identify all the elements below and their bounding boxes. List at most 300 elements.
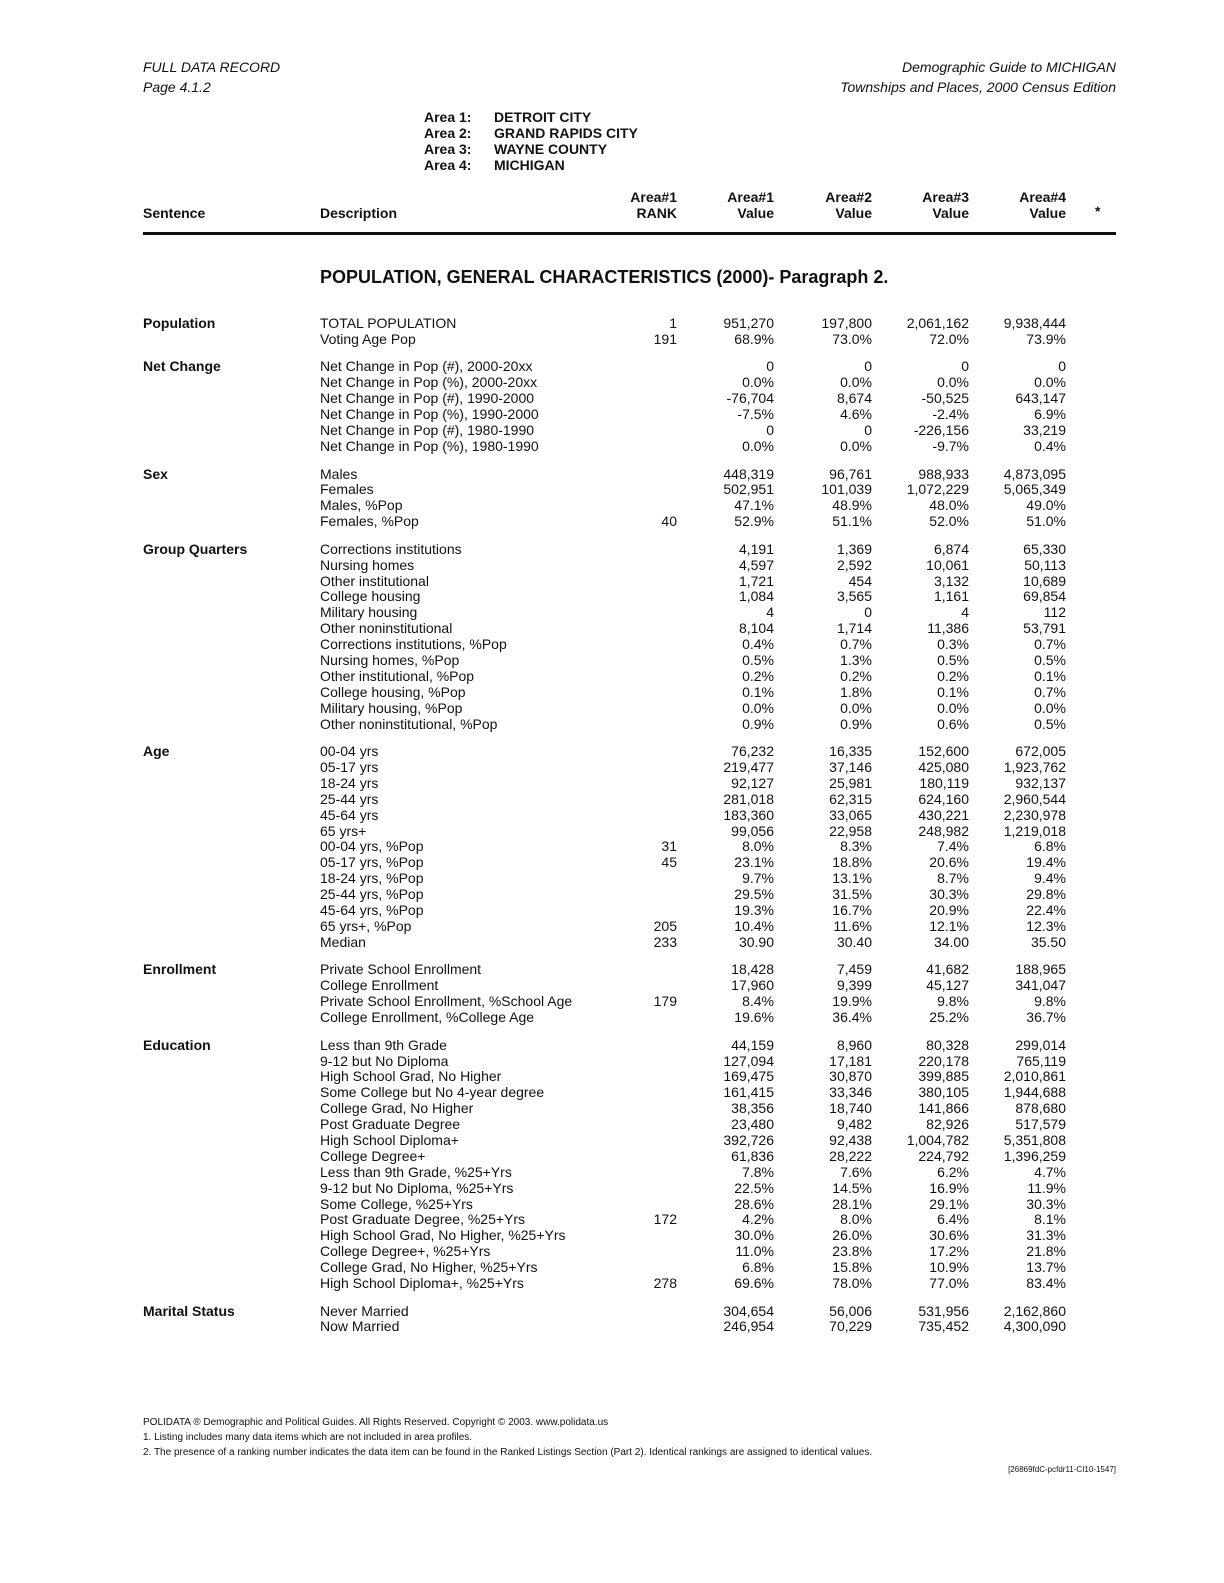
row-rank: 233 [653,933,677,950]
table-row [0,332,1224,348]
sentence-label: Education [143,1036,211,1053]
area2-value: 18.8% [832,854,872,871]
area1-value: 0.5% [742,651,774,668]
area1-value: 0.0% [742,374,774,391]
table-row [0,1197,1224,1213]
area4-value: 13.7% [1026,1259,1066,1276]
area4-value: 5,065,349 [1003,481,1066,498]
a3-header-1: Area#3 [922,189,969,205]
area4-value: 49.0% [1026,497,1066,514]
document-code: [26869fdC-pcfdr11-CI10-1547] [1008,1465,1116,1474]
area4-value: 517,579 [1015,1116,1066,1133]
row-description: College housing [320,588,421,605]
a3-header-2: Value [932,205,969,221]
row-description: 9-12 but No Diploma [320,1052,449,1069]
area4-value: 9.4% [1034,870,1066,887]
area1-value: 9.7% [742,870,774,887]
area2-value: 9,399 [836,977,872,994]
area4-value: 878,680 [1015,1100,1066,1117]
area4-value: 643,147 [1015,390,1066,407]
table-row [0,855,1224,871]
area2-value: 37,146 [829,759,872,776]
area4-value: 31.3% [1026,1227,1066,1244]
row-group [0,359,1224,454]
sentence-label: Sex [143,465,168,482]
table-row [0,498,1224,514]
area2-value: 0.7% [840,636,872,653]
area1-value: 1,084 [738,588,774,605]
area1-value: 52.9% [734,513,774,530]
sentence-label: Net Change [143,358,221,375]
area3-value: 20.9% [929,902,969,919]
table-row [0,887,1224,903]
area3-value: 2,061,162 [906,315,969,331]
area2-value: 0 [864,422,872,439]
area1-value: 68.9% [734,330,774,347]
area3-value: 6.4% [937,1211,969,1228]
rank-header-1: Area#1 [630,189,677,205]
area4-value: 19.4% [1026,854,1066,871]
row-rank: 191 [653,330,677,347]
area2-value: 101,039 [821,481,872,498]
area2-value: 33,065 [829,806,872,823]
area4-value: 1,923,762 [1003,759,1066,776]
area4-value: 36.7% [1026,1009,1066,1026]
area3-value: 82,926 [926,1116,969,1133]
area1-value: 4,597 [738,556,774,573]
area3-value: 0.5% [937,651,969,668]
table-row [0,423,1224,439]
data-table [0,316,1224,1335]
table-row [0,375,1224,391]
row-description: Nursing homes, %Pop [320,651,460,668]
area2-value: 14.5% [832,1179,872,1196]
row-description: College Enrollment [320,977,439,994]
area2-value: 1,714 [836,620,872,637]
area2-value: 2,592 [836,556,872,573]
row-description: 18-24 yrs, %Pop [320,870,424,887]
area2-value: 3,565 [836,588,872,605]
area3-value: 12.1% [929,917,969,934]
area3-value: 30.3% [929,886,969,903]
area3-value: 0.0% [937,374,969,391]
area1-value: 18,428 [731,961,774,978]
table-row [0,1101,1224,1117]
table-row [0,839,1224,855]
area3-value: 52.0% [929,513,969,530]
row-rank: 40 [661,513,677,530]
rank-header-2: RANK [636,205,677,221]
page-number: Page 4.1.2 [143,79,211,95]
area4-value: 6.9% [1034,406,1066,423]
area1-value: 127,094 [723,1052,774,1069]
area4-value: 35.50 [1030,933,1066,950]
row-description: 65 yrs+, %Pop [320,917,412,934]
table-row [0,1260,1224,1276]
area4-value: 341,047 [1015,977,1066,994]
area3-value: 380,105 [918,1084,969,1101]
area3-value: 399,885 [918,1068,969,1085]
row-description: College Grad, No Higher [320,1100,474,1117]
area4-value: 4,300,090 [1003,1318,1066,1335]
area3-value: 16.9% [929,1179,969,1196]
area1-value: 10.4% [734,917,774,934]
area4-value: 2,162,860 [1003,1302,1066,1319]
table-row [0,605,1224,621]
table-row [0,558,1224,574]
area4-value: 765,119 [1016,1052,1066,1069]
area2-value: 26.0% [832,1227,872,1244]
row-description: 18-24 yrs [320,774,379,791]
area2-value: 0.9% [840,715,872,732]
area1-value: 281,018 [723,790,774,807]
area3-value: 531,956 [918,1302,969,1319]
row-description: High School Diploma+ [320,1131,459,1148]
table-row [0,935,1224,951]
area2-value: 8,674 [836,390,872,407]
table-row [0,792,1224,808]
table-row [0,653,1224,669]
area1-value: 23,480 [731,1116,774,1133]
area4-value: 9.8% [1034,993,1066,1010]
area1-value: 161,415 [723,1084,774,1101]
area3-value: 80,328 [926,1036,969,1053]
row-description: Some College but No 4-year degree [320,1084,545,1101]
row-description: Now Married [320,1318,400,1335]
table-row [0,1228,1224,1244]
area3-value: 141,866 [918,1100,969,1117]
area2-value: 7,459 [836,961,872,978]
area-row: Area 2: GRAND RAPIDS CITY [424,125,638,141]
area1-value: 6.8% [742,1259,774,1276]
row-description: High School Grad, No Higher [320,1068,502,1085]
area3-value: 248,982 [918,822,969,839]
table-row [0,391,1224,407]
area4-value: 8.1% [1034,1211,1066,1228]
area1-value: 304,654 [723,1302,774,1319]
area2-value: 36.4% [832,1009,872,1026]
area4-value: 5,351,808 [1003,1131,1066,1148]
area1-value: 448,319 [723,465,774,482]
area3-value: 34.00 [933,933,969,950]
area2-value: 28,222 [829,1147,872,1164]
area3-value: 3,132 [933,572,969,589]
area1-value: 47.1% [734,497,774,514]
area3-value: 72.0% [929,330,969,347]
sentence-label: Group Quarters [143,540,248,557]
area2-value: 8.0% [840,1211,872,1228]
row-description: Net Change in Pop (%), 1980-1990 [320,437,539,454]
row-description: TOTAL POPULATION [320,315,457,331]
area3-value: 9.8% [937,993,969,1010]
table-row [0,467,1224,483]
area3-value: 6,874 [933,540,969,557]
area2-value: 73.0% [832,330,872,347]
table-row [0,621,1224,637]
note-star: * [1095,203,1101,219]
area2-value: 62,315 [829,790,872,807]
area3-value: 0 [961,358,969,375]
area1-value: 4.2% [742,1211,774,1228]
area4-value: 10,689 [1023,572,1066,589]
table-row [0,637,1224,653]
area3-value: 0.0% [937,699,969,716]
row-group [0,467,1224,531]
row-description: 9-12 but No Diploma, %25+Yrs [320,1179,514,1196]
area2-value: 0 [864,604,872,621]
row-description: Females, %Pop [320,513,419,530]
area4-value: 0.7% [1034,683,1066,700]
area1-value: 8.0% [742,838,774,855]
area4-value: 0.1% [1034,667,1066,684]
a1-header-2: Value [737,205,774,221]
row-description: College housing, %Pop [320,683,466,700]
area1-value: 11.0% [735,1243,774,1260]
table-row [0,701,1224,717]
row-group [0,1038,1224,1292]
row-description: Net Change in Pop (%), 2000-20xx [320,374,538,391]
area4-value: 932,137 [1015,774,1066,791]
row-description: Less than 9th Grade [320,1036,447,1053]
area4-value: 4,873,095 [1003,465,1066,482]
table-row [0,1010,1224,1026]
area3-value: 0.3% [937,636,969,653]
area3-value: 220,178 [918,1052,969,1069]
area3-value: 48.0% [929,497,969,514]
table-row [0,871,1224,887]
table-row [0,685,1224,701]
row-description: Nursing homes [320,556,415,573]
table-row [0,824,1224,840]
area2-value: 70,229 [829,1318,872,1335]
row-group [0,542,1224,733]
area2-value: 0.2% [840,667,872,684]
area1-value: 169,475 [723,1068,774,1085]
area4-value: 0.5% [1034,651,1066,668]
area3-value: 17.2% [929,1243,969,1260]
area2-value: 17,181 [829,1052,872,1069]
table-row [0,574,1224,590]
row-description: Military housing [320,604,418,621]
area4-value: 0.7% [1034,636,1066,653]
section-title: POPULATION, GENERAL CHARACTERISTICS (2000)- Paragraph 2. [320,267,889,287]
area2-value: 4.6% [840,406,872,423]
row-description: Other institutional, %Pop [320,667,475,684]
row-description: Never Married [320,1302,409,1319]
table-row [0,919,1224,935]
area3-value: 11,386 [927,620,969,637]
area1-value: 29.5% [734,886,774,903]
area1-value: 183,360 [723,806,774,823]
area-list [424,109,638,173]
area4-value: 1,219,018 [1003,822,1066,839]
area1-value: 0 [766,422,774,439]
row-description: Corrections institutions, %Pop [320,636,507,653]
area2-value: 0.0% [840,437,872,454]
area3-value: 10,061 [926,556,969,573]
row-description: Post Graduate Degree, %25+Yrs [320,1211,526,1228]
area4-value: 4.7% [1034,1163,1066,1180]
area4-value: 69,854 [1023,588,1066,605]
row-description: 25-44 yrs, %Pop [320,886,424,903]
table-row [0,669,1224,685]
a1-header-1: Area#1 [727,189,774,205]
area1-value: 17,960 [731,977,774,994]
row-rank: 278 [653,1275,677,1291]
area1-value: 28.6% [734,1195,774,1212]
area2-value: 18,740 [829,1100,872,1117]
area3-value: 180,119 [919,774,969,791]
area1-value: 8.4% [742,993,774,1010]
area2-value: 8.3% [840,838,872,855]
area2-value: 28.1% [832,1195,872,1212]
header-right [840,57,1116,97]
area3-value: 1,072,229 [906,481,969,498]
area-row: Area 4: MICHIGAN [424,157,565,173]
area2-value: 197,800 [821,315,872,331]
row-group [0,316,1224,348]
row-description: 00-04 yrs [320,743,379,760]
table-row [0,1165,1224,1181]
area1-value: 19.3% [734,902,774,919]
area1-value: 392,726 [723,1131,774,1148]
area4-value: 73.9% [1026,330,1066,347]
footnote-2: 2. The presence of a ranking number indicates the data item can be found in the Ranked Listings Section (Part 2). Identical rankings are assigned to identical values. [143,1447,873,1458]
row-group [0,962,1224,1026]
area1-value: 76,232 [731,743,774,760]
area1-value: 0 [766,358,774,375]
row-rank: 45 [661,854,677,871]
area2-value: 23.8% [832,1243,872,1260]
area1-value: 92,127 [731,774,774,791]
area1-value: -7.5% [737,406,774,423]
table-row [0,316,1224,332]
area4-value: 29.8% [1026,886,1066,903]
area3-value: 0.6% [937,715,969,732]
header-left [143,57,280,97]
area4-value: 65,330 [1023,540,1066,557]
area4-value: 2,230,978 [1003,806,1066,823]
area1-value: 246,954 [723,1318,774,1335]
area4-value: 1,944,688 [1003,1084,1066,1101]
row-rank: 31 [661,838,677,855]
area3-value: 8.7% [937,870,969,887]
area2-value: 7.6% [840,1163,872,1180]
column-headers [0,189,1224,225]
table-row [0,514,1224,530]
area1-value: 1,721 [738,572,774,589]
area1-value: 502,951 [723,481,774,498]
row-description: College Grad, No Higher, %25+Yrs [320,1259,538,1276]
area-row: Area 3: WAYNE COUNTY [424,141,608,157]
area2-value: 0.0% [840,699,872,716]
area4-value: 83.4% [1026,1275,1066,1291]
row-description: Other noninstitutional, %Pop [320,715,498,732]
a2-header-1: Area#2 [825,189,872,205]
area2-value: 16.7% [832,902,872,919]
row-description: 00-04 yrs, %Pop [320,838,424,855]
area3-value: 224,792 [918,1147,969,1164]
area4-value: 0.0% [1034,374,1066,391]
area4-value: 9,938,444 [1003,315,1066,331]
area2-value: 78.0% [832,1275,872,1291]
area4-value: 30.3% [1026,1195,1066,1212]
area3-value: 29.1% [929,1195,969,1212]
area2-value: 1.3% [840,651,872,668]
area2-value: 31.5% [832,886,872,903]
row-group [0,1304,1224,1336]
area1-value: 4,191 [738,540,774,557]
area3-value: 10.9% [929,1259,969,1276]
area2-value: 22,958 [829,822,872,839]
area4-value: 50,113 [1024,556,1066,573]
sentence-label: Marital Status [143,1302,235,1319]
area4-value: 0.0% [1034,699,1066,716]
area3-value: 152,600 [918,743,969,760]
area4-value: 0.4% [1034,437,1066,454]
row-description: Net Change in Pop (%), 1990-2000 [320,406,539,423]
area1-value: 19.6% [734,1009,774,1026]
row-description: High School Grad, No Higher, %25+Yrs [320,1227,566,1244]
table-row [0,407,1224,423]
area2-value: 0 [864,358,872,375]
row-description: Voting Age Pop [320,330,416,347]
sentence-label: Enrollment [143,961,217,978]
area1-value: 7.8% [742,1163,774,1180]
area4-value: 1,396,259 [1003,1147,1066,1164]
row-description: Private School Enrollment, %School Age [320,993,573,1010]
sentence-label: Age [143,743,170,760]
record-type: FULL DATA RECORD [143,59,281,75]
table-row [0,542,1224,558]
area3-value: 7.4% [937,838,969,855]
area2-value: 9,482 [836,1116,872,1133]
area3-value: 0.1% [937,683,969,700]
area3-value: 425,080 [918,759,969,776]
area4-value: 112 [1043,604,1066,621]
area4-value: 11.9% [1027,1179,1066,1196]
area2-value: 8,960 [836,1036,872,1053]
area2-value: 96,761 [829,465,872,482]
table-row [0,1181,1224,1197]
row-description: Military housing, %Pop [320,699,463,716]
area2-value: 48.9% [832,497,872,514]
area4-value: 2,960,544 [1003,790,1066,807]
table-row [0,1117,1224,1133]
row-description: Private School Enrollment [320,961,482,978]
row-group [0,744,1224,951]
row-description: 65 yrs+ [320,822,367,839]
row-description: Net Change in Pop (#), 1990-2000 [320,390,535,407]
row-rank: 205 [653,917,677,934]
area4-value: 53,791 [1023,620,1066,637]
area3-value: -226,156 [913,422,969,439]
table-row [0,1276,1224,1292]
row-description: College Degree+, %25+Yrs [320,1243,491,1260]
table-row [0,994,1224,1010]
area3-value: 624,160 [918,790,969,807]
row-description: College Enrollment, %College Age [320,1009,535,1026]
area3-value: 735,452 [918,1318,969,1335]
area2-value: 11.6% [833,917,872,934]
table-row [0,1212,1224,1228]
area4-value: 6.8% [1034,838,1066,855]
row-description: 45-64 yrs [320,806,379,823]
area4-value: 188,965 [1015,961,1066,978]
area1-value: 30.90 [738,933,774,950]
area3-value: 45,127 [926,977,969,994]
area2-value: 13.1% [832,870,872,887]
